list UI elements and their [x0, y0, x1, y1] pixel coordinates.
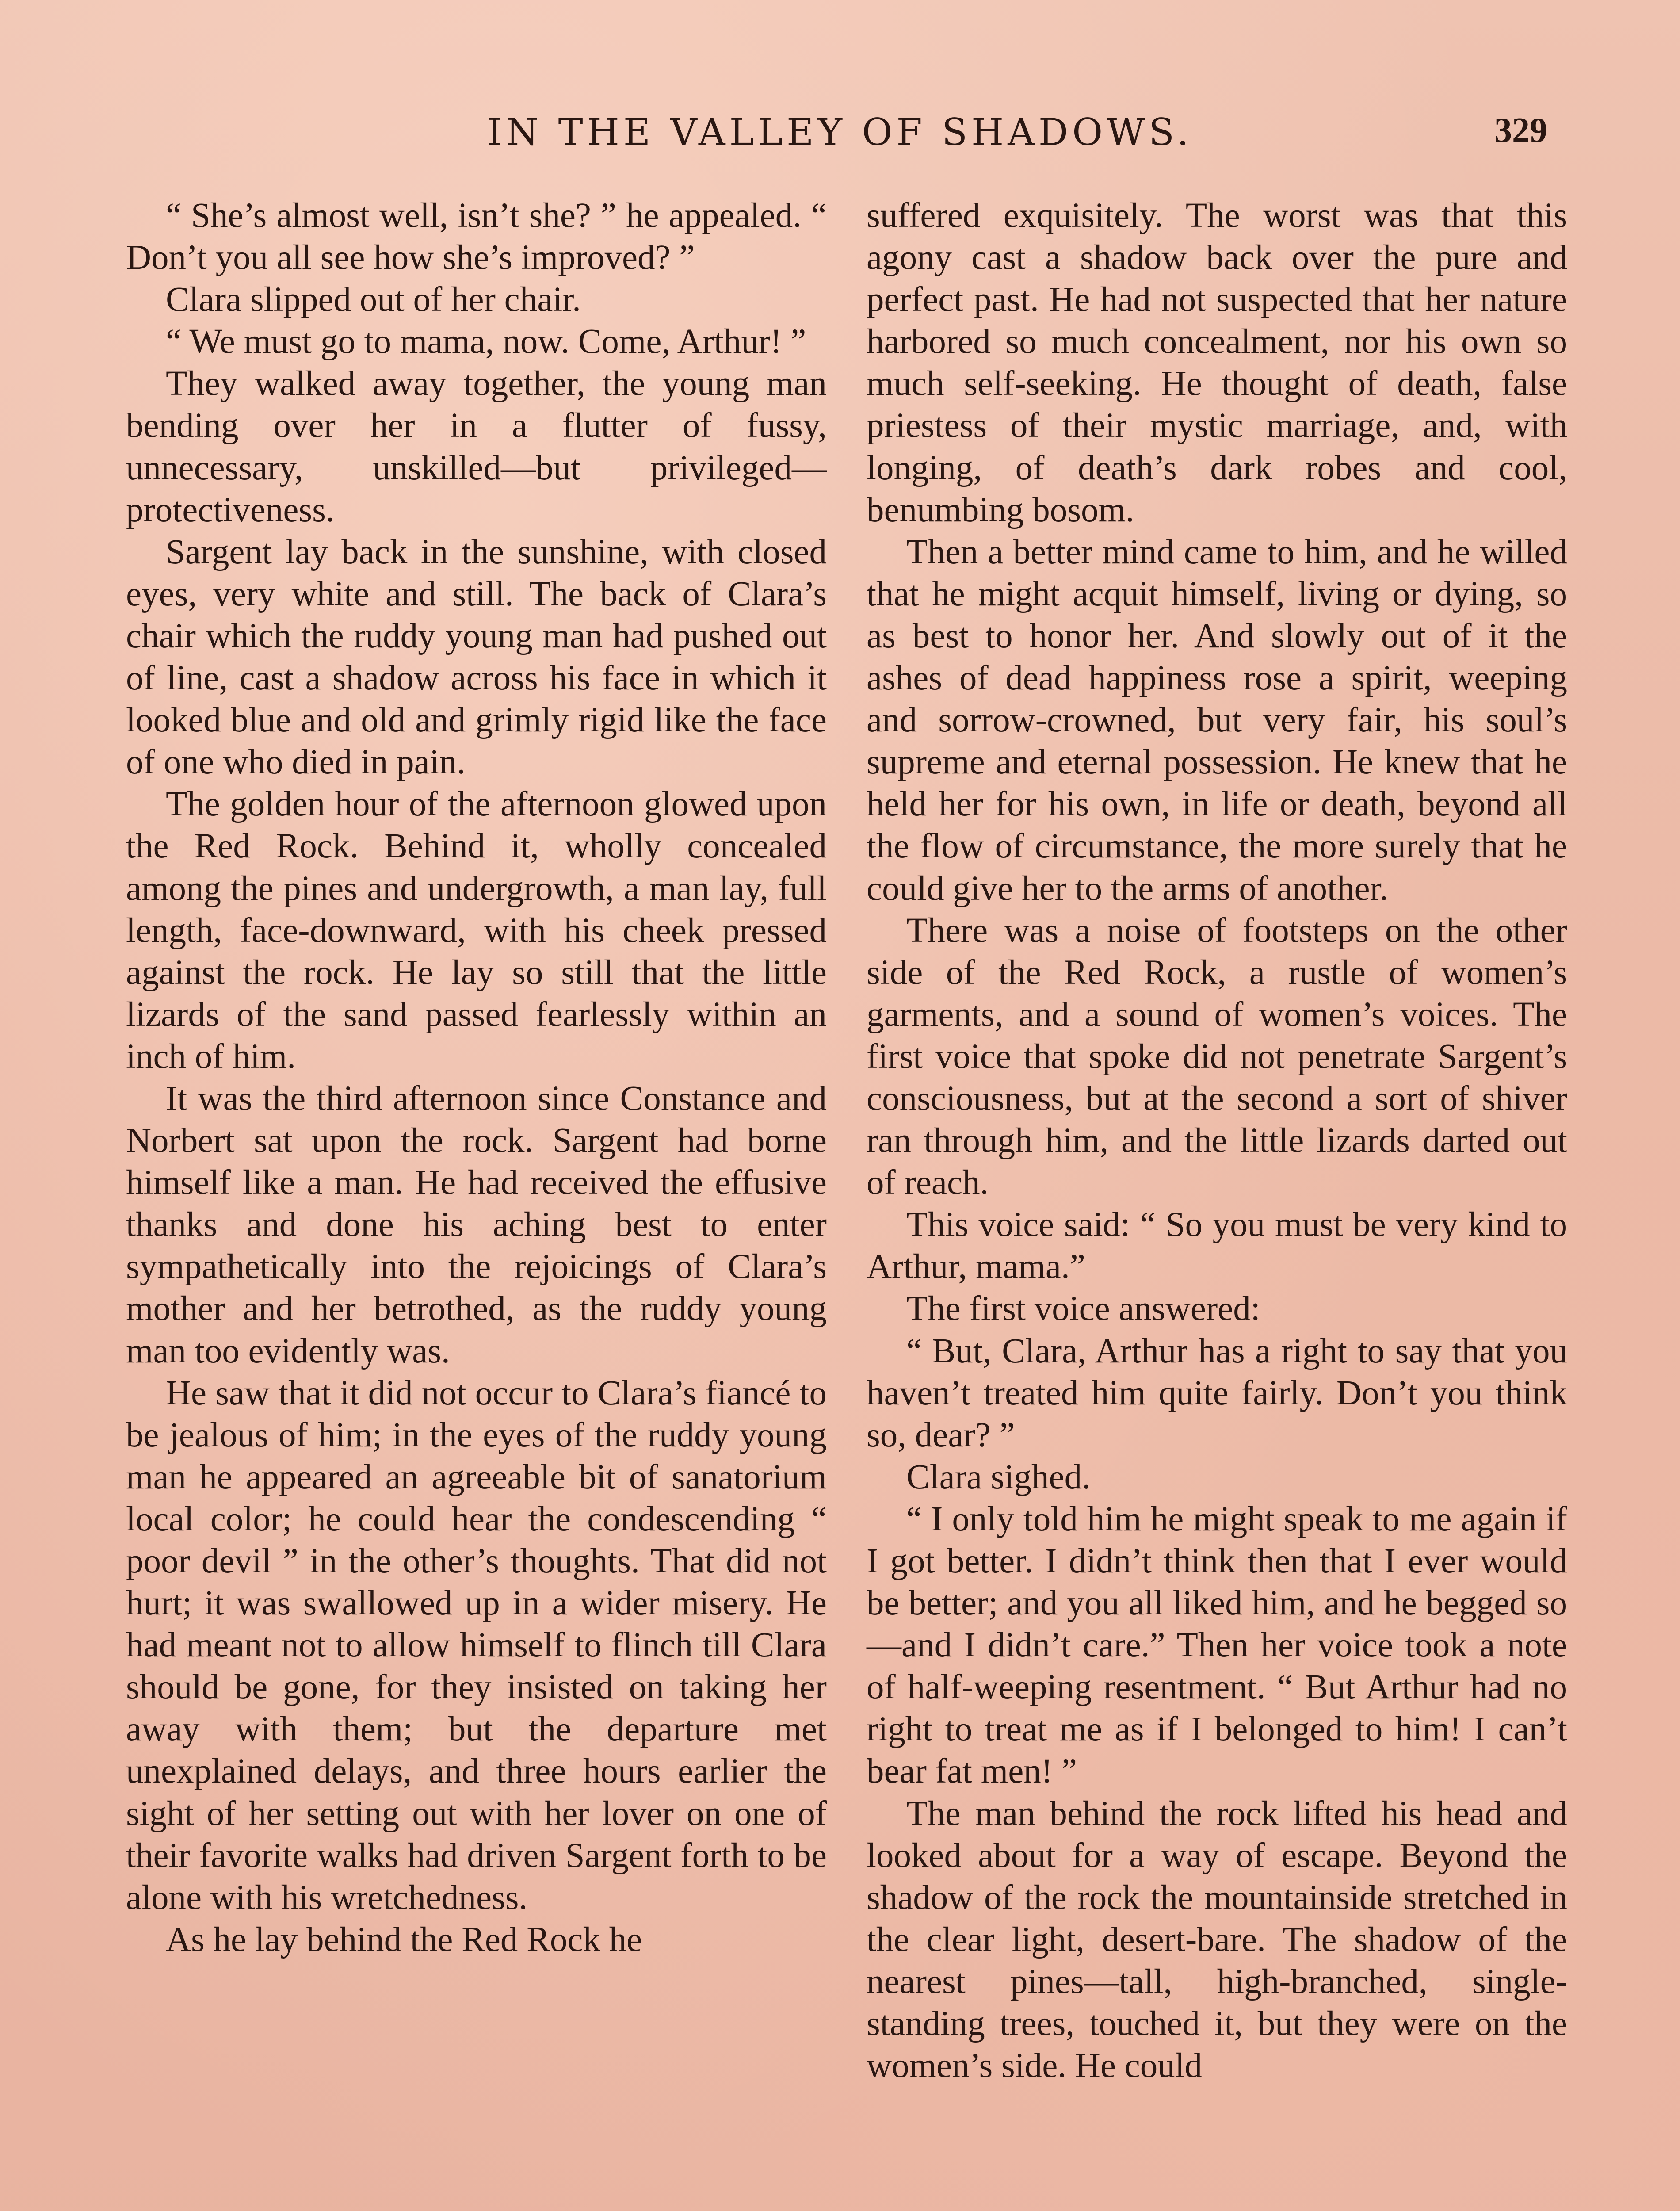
left-column [126, 195, 827, 1961]
paragraph: The first voice answered: [906, 1289, 1260, 1328]
paragraph: Clara sighed. [906, 1457, 1091, 1496]
paragraph: This voice said: “ So you must be very kind to Arthur, mama.” [867, 1205, 1567, 1286]
paragraph: He saw that it did not occur to Clara’s fiancé to be jealous of him; in the eyes of the ruddy young man he appeared an agreeable bit of sanatorium local color; he could hear the condescending “ poor devil ” in the other’s thoughts. That did not hurt; it was swallowed up in a wider misery. He had meant not to allow himself to flinch till Clara should be gone, for they insisted on taking her away with them; but the departure met unexplained delays, and three hours earlier the sight of her setting out with her lover on one of their favorite walks had driven Sargent forth to be alone with his wretchedness. [126, 1373, 827, 1917]
paragraph: “ I only told him he might speak to me again if I got better. I didn’t think then that I ever would be better; and you all liked him, and he begged so—and I didn’t care.” Then her voice took a note of half-weeping resentment. “ But Arthur had no right to treat me as if I belonged to him! I can’t bear fat men! ” [867, 1500, 1567, 1791]
paragraph: The golden hour of the afternoon glowed upon the Red Rock. Behind it, wholly concealed among the pines and undergrowth, a man lay, full length, face-downward, with his cheek pressed against the rock. He lay so still that the little lizards of the sand passed fearlessly within an inch of him. [126, 785, 827, 1076]
paragraph: There was a noise of footsteps on the other side of the Red Rock, a rustle of women’s garments, and a sound of women’s voices. The first voice that spoke did not penetrate Sargent’s consciousness, but at the second a sort of shiver ran through him, and the little lizards darted out of reach. [867, 911, 1567, 1202]
paragraph: They walked away together, the young man bending over her in a flutter of fussy, unnecessary, unskilled—but privileged—protectiveness. [126, 364, 827, 529]
running-head: IN THE VALLEY OF SHADOWS. [487, 111, 1193, 154]
paragraph: Then a better mind came to him, and he willed that he might acquit himself, living or dying, so as best to honor her. And slowly out of it the ashes of dead happiness rose a spirit, weeping and sorrow-crowned, but very fair, his soul’s supreme and eternal possession. He knew that he held her for his own, in life or death, beyond all the flow of circumstance, the more surely that he could give her to the arms of another. [867, 532, 1567, 908]
paragraph: It was the third afternoon since Constance and Norbert sat upon the rock. Sargent had borne himself like a man. He had received the effusive thanks and done his aching best to enter sympathetically into the rejoicings of Clara’s mother and her betrothed, as the ruddy young man too evidently was. [126, 1079, 827, 1370]
paragraph: The man behind the rock lifted his head and looked about for a way of escape. Beyond the shadow of the rock the mountainside stretched in the clear light, desert-bare. The shadow of the nearest pines—tall, high-branched, single-standing trees, touched it, but they were on the women’s side. He could [867, 1794, 1567, 2085]
page-number: 329 [1494, 111, 1547, 150]
paragraph: “ But, Clara, Arthur has a right to say that you haven’t treated him quite fairly. Don’t you think so, dear? ” [867, 1331, 1567, 1454]
paragraph: As he lay behind the Red Rock he [166, 1920, 642, 1959]
paragraph: “ We must go to mama, now. Come, Arthur! ” [166, 322, 806, 361]
paragraph: “ She’s almost well, isn’t she? ” he appealed. “ Don’t you all see how she’s improved? ” [126, 196, 827, 277]
paragraph: Clara slipped out of her chair. [166, 280, 581, 319]
paragraph-continued: suffered exquisitely. The worst was that this agony cast a shadow back over the pure and perfect past. He had not suspected that her nature harbored so much concealment, nor his own so much self-seeking. He thought of death, false priestess of their mystic marriage, and, with longing, of death’s dark robes and cool, benumbing bosom. [867, 196, 1567, 529]
right-column [867, 195, 1567, 2087]
paragraph: Sargent lay back in the sunshine, with closed eyes, very white and still. The back of Clara’s chair which the ruddy young man had pushed out of line, cast a shadow across his face in which it looked blue and old and grimly rigid like the face of one who died in pain. [126, 532, 827, 782]
